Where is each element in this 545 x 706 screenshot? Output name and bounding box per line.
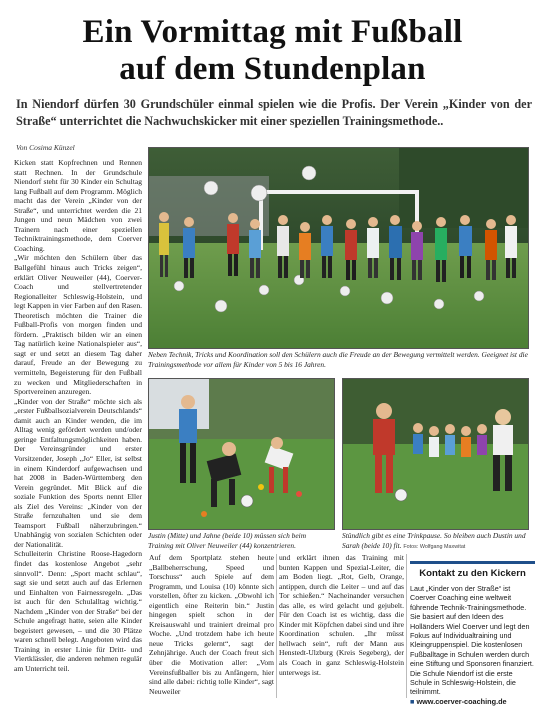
byline: Von Cosima Künzel (16, 143, 75, 152)
subhead: In Niendorf dürfen 30 Grundschüler einmal spielen wie die Profis. Der Verein „Kinder von der Straße“ unterrichtet die Nachwuchskicker mit einer speziellen Trainingsmethode.. (16, 97, 532, 128)
article-column-1 (14, 158, 142, 674)
paragraph: Kicken statt Kopfrechnen und Rennen statt Rechnen. In der Grundschule Niendorf steht für 30 Kinder ein Schultag lang Fußball auf dem Programm. Möglich macht das der Verein „Kinder von der Straße“, und unterrichtet werden die 21 Jungen und neun Mädchen von zwei Trainern nach einer speziellen Techniktrainingsmethode, dem Coerver Coaching. (14, 158, 142, 253)
column-divider (276, 554, 277, 698)
article-column-3: und erklärt ihnen das Training mit bunten Kappen und Spezial-Leiter, die am Boden liegt. „Rot, Gelb, Orange, antippen, durch die Leiter – und auf das Tor schießen.“ Nacheinander versuchen das alle, es wird gelacht und gejubelt. Für den Coach ist es wichtig, dass die Kinder mit Köpfchen dabei sind und ihre Koordination schulen. „Ihr müsst hellwach sein“, ruft der Mann aus Henstedt-Ulzburg (Kreis Segeberg), der als Coach in ganz Schleswig-Holstein unterwegs ist. (279, 553, 404, 677)
info-box-body: Laut „Kinder von der Straße“ ist Coerver Coaching eine weltweit führende Technik-Trainingsmethode. Sie basiert auf den Ideen des Holländers Wiel Coerver und legt den Fokus auf Individualtraining und Kleingruppenspiel. Die kostenlosen Fußballtage in Schulen werden durch eine Stiftung und Sponsoren finanziert. Die Schule Niendorf ist die erste Schule in Schleswig-Holstein, die teilnimmt. (410, 584, 534, 697)
headline (0, 14, 545, 88)
column-divider (406, 554, 407, 698)
right-photo-caption (342, 531, 527, 552)
paragraph: „Kinder von der Straße“ möchte sich als „erster Fußballsozialverein Deutschlands“ damit auch an Kinder wenden, die im Alltag wenig gefördert werden und/oder geringe Entfaltungsmöglichkeiten haben. Der Vereinsgründer und erster Vorsitzender, Joseph „Jo“ Eller, ist selbst in einem Kinderdorf aufgewachsen und hat 2008 in Baden-Württemberg den Verein gegründet. Mit Blick auf die soziale Funktion des Sports nennt Eller als Ziel des Vereins: „Kinder von der Straße fernzuhalten und sie dem Teamsport Fußball näherzubringen.“ Unabhängig von sozialen Schichten oder der Nationalität. (14, 396, 142, 549)
article-column-2: Auf dem Sportplatz stehen heute „Ballbeherrschung, Speed und Torschuss“ auch Spiele auf dem Programm, und Louisa (10) könnte sich vorstellen, öfter zu kicken. „Obwohl ich eigentlich eine Reiterin bin.“ Justin hingegen spielt schon in der Kreisauswahl und trainiert dreimal pro Woche. „Und trotzdem habe ich heute neue Tricks gelernt“, sagt der Zehnjährige. Auch der Coach freut sich über die Motivation aller: „Vom Vereinsfußballer bis zu Anfängern, hier sind alle dabei: richtig tolle Kinder“, sagt Neuweiler (149, 553, 274, 696)
headline-line-1: Ein Vormittag mit Fußball (82, 14, 463, 50)
left-photo (148, 378, 335, 530)
right-photo-caption-text: Stündlich gibt es eine Trinkpause. So bleiben auch Dustin und Sarah (beide 10) fit. (342, 531, 526, 550)
info-box (410, 561, 535, 706)
main-photo-image (149, 148, 528, 348)
info-box-text (410, 584, 535, 697)
website-link[interactable]: www.coerver-coaching.de (416, 696, 507, 706)
photo-credit: Fotos: Wolfgang Maxwitat (403, 543, 466, 550)
right-photo-image (343, 379, 528, 529)
left-photo-caption: Justin (Mitte) und Jahne (beide 10) müssen sich beim Training mit Oliver Neuweiler (44) konzentrieren. (148, 531, 307, 550)
right-photo (342, 378, 529, 530)
bullet-icon: ■ (410, 696, 415, 706)
left-photo-image (149, 379, 334, 529)
headline-line-2: auf dem Stundenplan (119, 51, 426, 87)
paragraph: „Wir möchten den Schülern über das Ballgefühl hinaus auch Tricks zeigen“, erklärt Oliver Neuweiler (44), Coerver-Coach und stellvertretender Regionalleiter Schleswig-Holstein, und legt Kappen in vier Farben auf den Rasen. Theoretisch möchten die Trainer die Fußball-Profis von morgen finden und fördern. „Praktisch bilden wir an einen Tag natürlich keine Nationalspieler aus“, sagt er und setzt an diesem Tag daher darauf, Freude an der Bewegung zu vermitteln, Begeisterung für den Fußball zu wecken und Mitgliederschaften in Sportvereinen anzuregen. (14, 253, 142, 397)
info-box-title: Kontakt zu den Kickern (410, 561, 535, 582)
paragraph: Schulleiterin Christine Roose-Hagedorn findet das kostenlose Angebot „sehr sinnvoll“. Denn: „Sport macht schlau“, sagt sie und setzt auch auf das Erlernen und Einhalten von Fairnessregeln. „Das ist auch für den Schulalltag wichtig.“ Nachdem „Kinder von der Straße“ bei der Schule angefragt hatte, seien alle Kinder begeistert gewesen, – und die 30 Plätze waren schnell belegt. Angeboten wird das Training in erster Linie für Dritt- und Viertklässler, die anderen nehmen regulär am Unterricht teil. (14, 549, 142, 673)
main-photo-caption: Neben Technik, Tricks und Koordination soll den Schülern auch die Freude an der Bewegung vermittelt werden. Geeignet ist die Trainingsmethode vor allem für Kinder von 5 bis 16 Jahren. (148, 350, 528, 369)
main-photo (148, 147, 529, 349)
